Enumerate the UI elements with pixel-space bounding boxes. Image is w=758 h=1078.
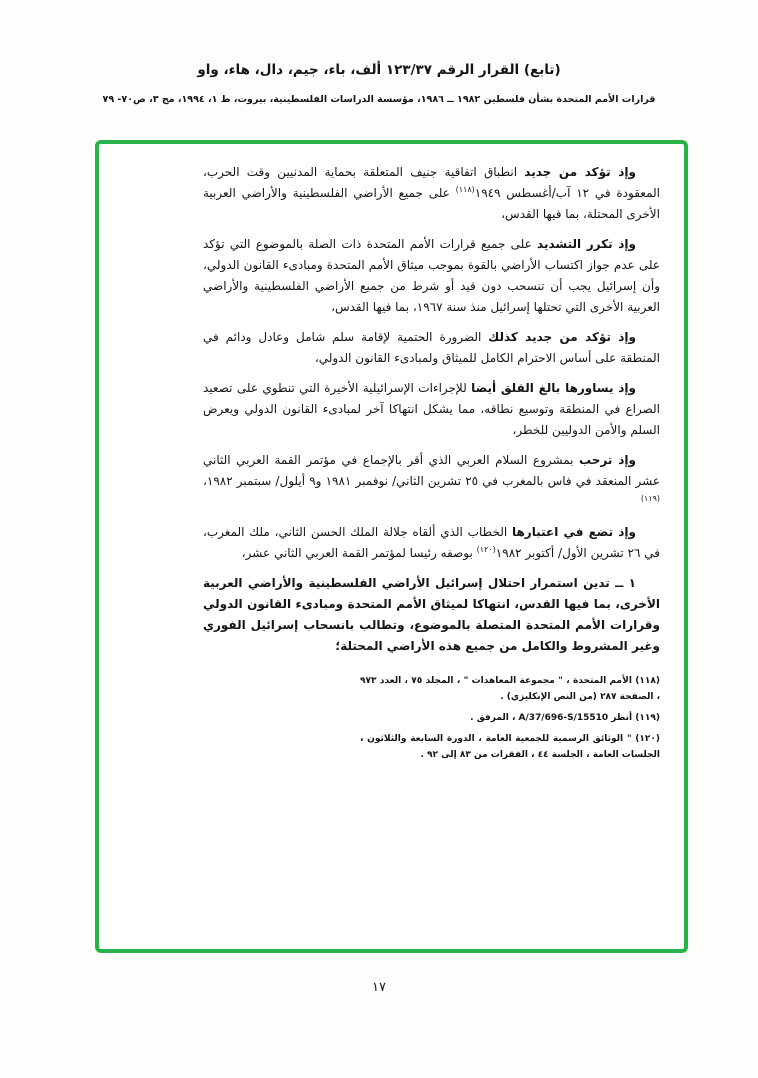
preambular-paragraph — [203, 234, 660, 318]
paragraph-lead: وإذ يساورها بالغ القلق أيضا — [471, 381, 636, 395]
footnote-ref: (١٢٠) — [476, 545, 496, 554]
resolution-text — [203, 162, 660, 763]
footnote: (١٢٠) " الوثائق الرسمية للجمعية العامة ، الدورة السابعة والثلاثون ، الجلسات العامة ، الجلسة ٤٤ ، الفقرات من ٨٣ إلى ٩٢ . — [360, 734, 660, 760]
preambular-paragraph — [203, 450, 660, 513]
paragraph-text: بمشروع السلام العربي الذي أقر بالإجماع في مؤتمر القمة العربي الثاني عشر المنعقد في فاس بالمغرب في ٢٥ تشرين الثاني/ نوفمبر ١٩٨١ و٩ أيلول/ سبتمبر ١٩٨٢، — [203, 453, 660, 488]
paragraph-text: للإجراءات الإسرائيلية الأخيرة التي تنطوي على تصعيد الصراع في المنطقة وتوسيع نطاقه، مما يشكل انتهاكا آخر لمبادىء القانون الدولي ويعرض السلم والأمن الدوليين للخطر، — [203, 381, 660, 437]
paragraph-text: على جميع قرارات الأمم المتحدة ذات الصلة بالموضوع التي تؤكد على عدم جواز اكتساب الأراضي بالقوة بموجب ميثاق الأمم المتحدة ومبادىء القانون الدولي، وأن إسرائيل يجب أن تنسحب دون قيد أو شرط من جميع الأراضي الفلسطينية والأراضي العربية الأخرى التي تحتلها إسرائيل منذ سنة ١٩٦٧، بما فيها القدس، — [203, 237, 660, 314]
content-border-box — [95, 140, 688, 953]
footnote-ref: (١١٩) — [640, 494, 660, 503]
page-number: ١٧ — [372, 980, 386, 995]
paragraph-text: بوصفه رئيسا لمؤتمر القمة العربي الثاني عشر، — [241, 546, 477, 560]
footnote-ref: (١١٨) — [455, 185, 475, 194]
document-source-line: قرارات الأمم المتحدة بشأن فلسطين ١٩٨٢ ــ ١٩٨٦، مؤسسة الدراسات الفلسطينية، بيروت، ط ١، ١٩٩٤، مج ٣، ص٧٠- ٧٩ — [102, 94, 656, 105]
paragraph-text: استمرار احتلال إسرائيل الأراضي الفلسطينية والأراضي العربية الأخرى، بما فيها القدس، انتهاكا لميثاق الأمم المتحدة ومبادىء القانون الدولي وقرارات الأمم المتحدة المتصلة بالموضوع، وتطالب بانسحاب إسرائيل الفوري وغير المشروط والكامل من جميع هذه الأراضي المحتلة؛ — [203, 576, 660, 653]
footnote: (١١٩) أنظر A/37/696-S/15510 ، المرفق . — [470, 713, 660, 723]
footnote: (١١٨) الأمم المتحدة ، " مجموعة المعاهدات " ، المجلد ٧٥ ، العدد ٩٧٣ ، الصفحة ٢٨٧ (من النص الإنكليزي) . — [360, 676, 660, 702]
paragraph-lead: وإذ تضع في اعتبارها — [511, 525, 637, 539]
footnotes-block — [360, 673, 660, 763]
paragraph-text: انطباق اتفاقية جنيف المتعلقة بحماية المدنيين وقت الحرب، المعقودة في ١٢ آب/أغسطس ١٩٤٩ — [203, 165, 661, 200]
paragraph-text: على جميع الأراضي الفلسطينية والأراضي العربية الأخرى المحتلة، بما فيها القدس، — [203, 186, 660, 221]
paragraph-lead: وإذ تكرر التشديد — [537, 237, 636, 251]
preambular-paragraph — [203, 162, 660, 225]
paragraph-text: الضرورة الحتمية لإقامة سلم شامل وعادل ودائم في المنطقة على أساس الاحترام الكامل للميثاق ولمبادىء القانون الدولي، — [203, 330, 660, 365]
document-title: (تابع) القرار الرقم ١٢٣/٣٧ ألف، باء، جيم، دال، هاء، واو — [197, 62, 561, 78]
preambular-paragraph — [203, 327, 660, 369]
operative-paragraph — [203, 573, 660, 657]
paragraph-text: الخطاب الذي ألقاه جلالة الملك الحسن الثاني، ملك المغرب، في ٢٦ تشرين الأول/ أكتوبر ١٩٨٢ — [203, 525, 660, 560]
paragraph-lead: وإذ ترحب — [579, 453, 636, 467]
preambular-paragraph — [203, 378, 660, 441]
paragraph-lead: وإذ تؤكد من جديد — [524, 165, 636, 179]
preambular-paragraph — [203, 522, 660, 564]
paragraph-lead: ١ ــ تدين — [583, 576, 636, 590]
paragraph-lead: وإذ تؤكد من جديد كذلك — [488, 330, 637, 344]
